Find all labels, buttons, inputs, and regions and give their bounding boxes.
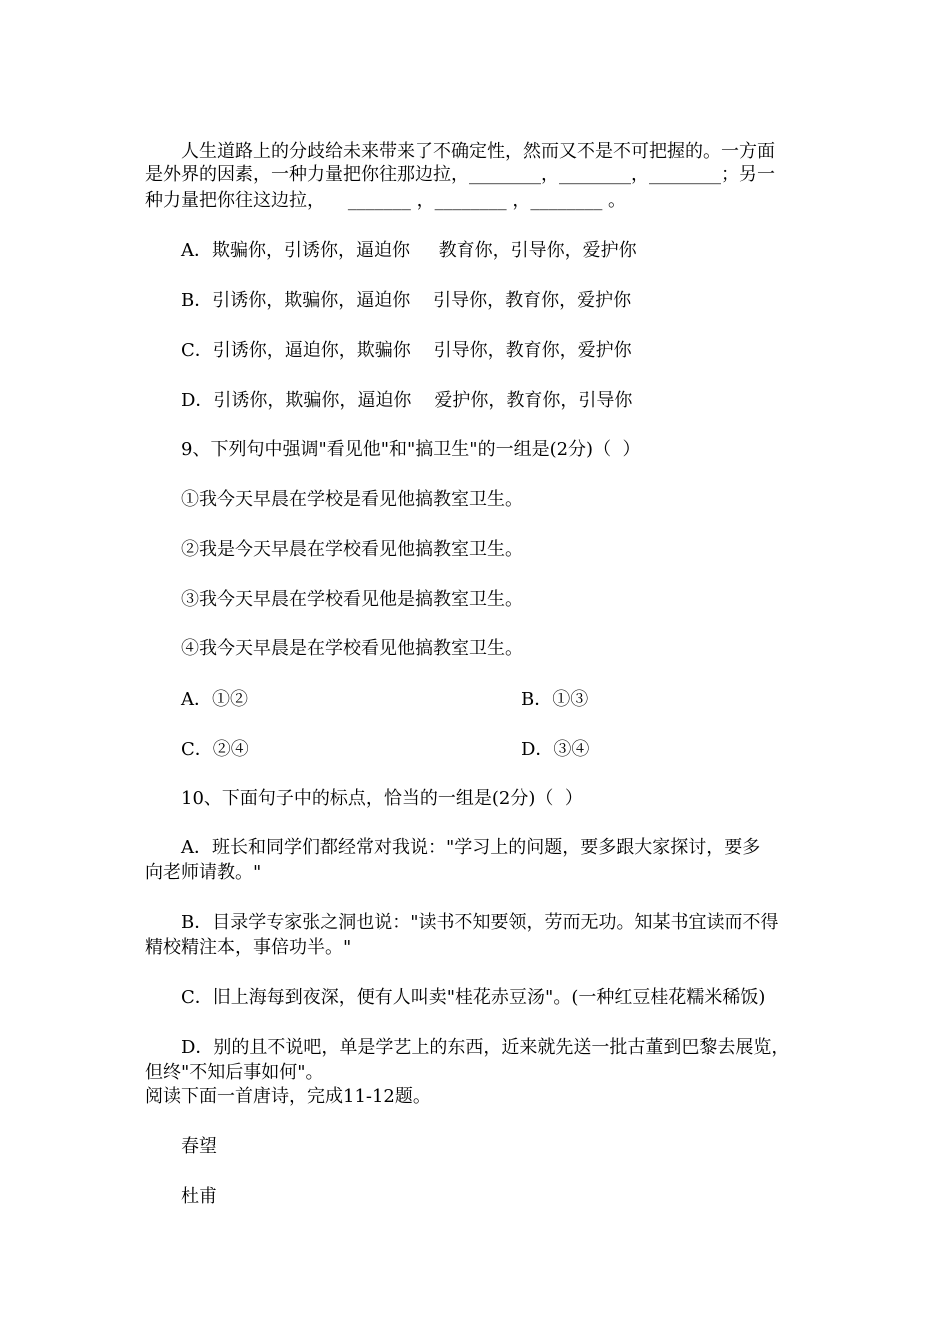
q9-sentence-1: ①我今天早晨在学校是看见他搞教室卫生。 bbox=[181, 489, 523, 510]
q10-option-a-line-2: 向老师请教。" bbox=[145, 862, 262, 883]
reading-intro: 阅读下面一首唐诗，完成11-12题。 bbox=[145, 1086, 431, 1107]
q9-sentence-2: ②我是今天早晨在学校看见他搞教室卫生。 bbox=[181, 539, 523, 560]
passage-line-3: 种力量把你往这边拉， _______ ，________ ，________ 。 bbox=[145, 190, 627, 211]
q9-stem: 9、下列句中强调"看见他"和"搞卫生"的一组是(2分)（ ） bbox=[181, 439, 641, 460]
q10-option-b-line-1: B．目录学专家张之洞也说："读书不知要领，劳而无功。知某书宜读而不得 bbox=[181, 912, 779, 933]
q10-option-c: C．旧上海每到夜深，便有人叫卖"桂花赤豆汤"。(一种红豆桂花糯米稀饭) bbox=[181, 987, 766, 1008]
q10-option-b-line-2: 精校精注本，事倍功半。" bbox=[145, 937, 352, 958]
passage-line-1: 人生道路上的分歧给未来带来了不确定性，然而又不是不可把握的。一方面 bbox=[181, 141, 775, 162]
q8-option-d: D．引诱你，欺骗你，逼迫你 爱护你，教育你，引导你 bbox=[181, 390, 633, 411]
q9-sentence-3: ③我今天早晨在学校看见他是搞教室卫生。 bbox=[181, 589, 523, 610]
q9-option-c: C．②④ bbox=[181, 739, 249, 760]
q9-option-a: A．①② bbox=[181, 689, 248, 710]
q9-option-b: B．①③ bbox=[521, 689, 589, 710]
q8-option-b: B．引诱你，欺骗你，逼迫你 引导你，教育你，爱护你 bbox=[181, 290, 632, 311]
poem-author: 杜甫 bbox=[181, 1186, 217, 1207]
q9-option-d: D．③④ bbox=[521, 739, 590, 760]
q10-option-a-line-1: A．班长和同学们都经常对我说："学习上的问题，要多跟大家探讨，要多 bbox=[181, 837, 761, 858]
q8-option-a: A．欺骗你，引诱你，逼迫你 教育你，引导你，爱护你 bbox=[181, 240, 637, 261]
q9-sentence-4: ④我今天早晨是在学校看见他搞教室卫生。 bbox=[181, 638, 523, 659]
q10-option-d-line-1: D．别的且不说吧，单是学艺上的东西，近来就先送一批古董到巴黎去展览， bbox=[181, 1037, 790, 1058]
q10-option-d-line-2: 但终"不知后事如何"。 bbox=[145, 1062, 324, 1083]
q10-stem: 10、下面句子中的标点，恰当的一组是(2分)（ ） bbox=[181, 788, 583, 809]
passage-line-2: 是外界的因素，一种力量把你往那边拉，________，________，________；另一 bbox=[145, 164, 775, 185]
q8-option-c: C．引诱你，逼迫你，欺骗你 引导你，教育你，爱护你 bbox=[181, 340, 632, 361]
poem-title: 春望 bbox=[181, 1136, 217, 1157]
